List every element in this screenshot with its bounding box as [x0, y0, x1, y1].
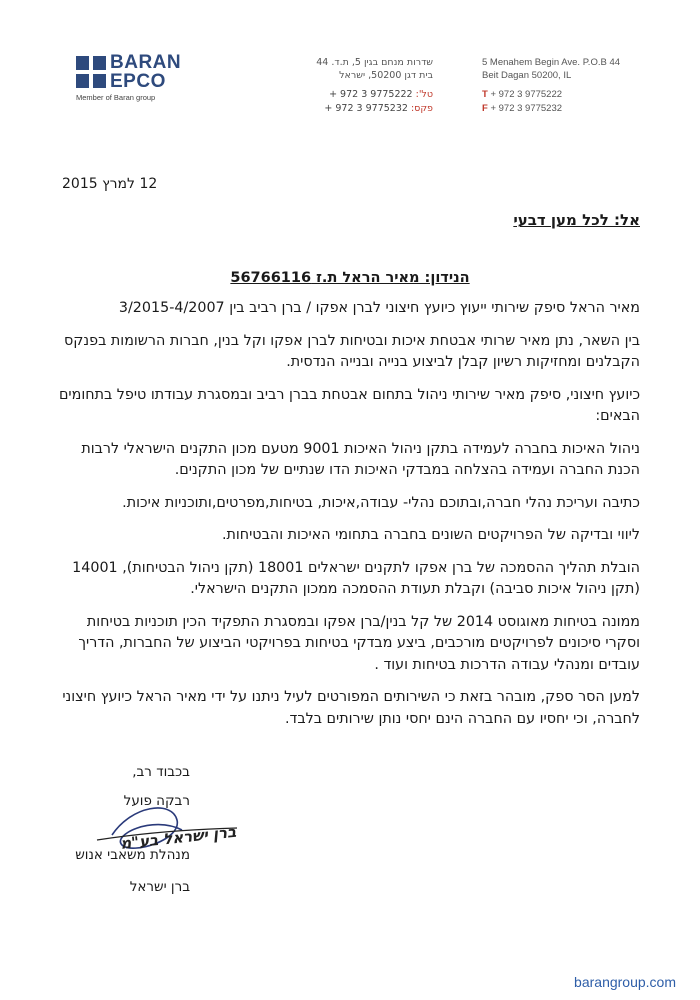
subject-line: הנידון: מאיר הראל ת.ז 56766116 — [230, 270, 470, 286]
stamp-text: ברן ישראל בע"מ — [119, 822, 238, 853]
address-en-line1: 5 Menahem Begin Ave. P.O.B 44 — [482, 57, 621, 68]
footer-website: barangroup.com — [574, 974, 676, 990]
paragraph: למען הסר ספק, מובהר בזאת כי השירותים המפורטים לעיל ניתנו על ידי מאיר הראל כיועץ חיצוני לחברה, וכי יחסיו עם החברה הינם יחסי נותן שירותים בלבד. — [62, 689, 640, 727]
address-en-line2: Beit Dagan 50200, IL — [482, 70, 572, 81]
signer-title: מנהלת משאבי אנוש — [75, 847, 190, 863]
tel-number-en: + 972 3 9775222 — [490, 89, 563, 100]
tel-label-he: טל': — [415, 89, 433, 100]
address-english — [482, 56, 620, 82]
paragraph: ממונה בטיחות מאוגוסט 2014 של קל בנין/ברן אפקו ובמסגרת התפקיד הכין תוכניות בטיחות וסקרי סיכונים לפרויקטים מורכבים, ביצע מבדקי בטיחות בפרויקטי הביצוע של החברות, הדריך עובדים ומנהלי עבודה הדרכות בטיחות ועוד . — [78, 613, 640, 673]
tel-label-en: T — [482, 89, 488, 100]
fax-label-en: F — [482, 103, 488, 114]
paragraph: ניהול האיכות בחברה לעמידה בתקן ניהול האיכות 9001 מטעם מכון התקנים הישראלי לרבות הכנת החברה ועמידה בהצלחה במבדקי האיכות הדו שנתיים של מכון התקנים. — [81, 440, 640, 478]
letter-date: 12 למרץ 2015 — [62, 176, 158, 192]
address-he-line2: בית דגן 50200, ישראל — [339, 70, 433, 81]
paragraph: הובלת תהליך ההסמכה של ברן אפקו לתקנים ישראלים 18001 (תקן ניהול הבטיחות), 14001 (תקן ניהול איכות סביבה) וקבלת תעודת ההסמכה ממכון התקנים הישראלי. — [72, 559, 640, 597]
logo-line1: BARAN — [110, 52, 182, 73]
fax-number-he: + 972 3 9775232 — [324, 103, 408, 114]
paragraph: כתיבה ועריכת נהלי חברה,ובתוכם נהלי- עבודה,איכות, בטיחות,מפרטים,ותוכניות איכות. — [122, 494, 640, 511]
paragraph: כיועץ חיצוני, סיפק מאיר שירותי ניהול בתחום אבטחת בברן רביב ובמסגרת עבודתו טיפל בתחומים הבאים: — [58, 386, 640, 424]
address-he-line1: שדרות מנחם בגין 5, ת.ד. 44 — [316, 57, 433, 68]
closing-greeting: בכבוד רב, — [132, 764, 190, 780]
logo-subtitle: Member of Baran group — [76, 93, 156, 102]
company-logo — [110, 53, 181, 91]
paragraph: בין השאר, נתן מאיר שרותי אבטחת איכות ובטיחות לברן אפקו וקל בנין, חברות הרשומות בפנקס הקבלנים ומחזיקות רשיון קבלן לביצוע בנייה ובנייה הנדסית. — [64, 332, 640, 370]
tel-number-he: + 972 3 9775222 — [329, 89, 413, 100]
paragraph: מאיר הראל סיפק שירותי ייעוץ כיועץ חיצוני לברן אפקו / ברן רביב בין 3/2015-4/2007 — [118, 300, 640, 316]
logo-line2: EPCO — [110, 71, 166, 92]
recipient-line: אל: לכל מען דבעי — [513, 211, 640, 229]
fax-number-en: + 972 3 9775232 — [490, 103, 563, 114]
address-hebrew — [316, 56, 433, 82]
paragraph: ליווי ובדיקה של הפרויקטים השונים בחברה בתחומי האיכות והבטיחות. — [221, 527, 640, 543]
letter-body — [50, 298, 640, 741]
logo-mark-icon — [76, 56, 106, 88]
phone-hebrew — [324, 88, 433, 116]
company-name: ברן ישראל — [129, 879, 190, 895]
signer-name: רבקה פועל — [123, 793, 190, 809]
fax-label-he: פקס: — [410, 103, 433, 114]
phone-english — [482, 88, 562, 116]
